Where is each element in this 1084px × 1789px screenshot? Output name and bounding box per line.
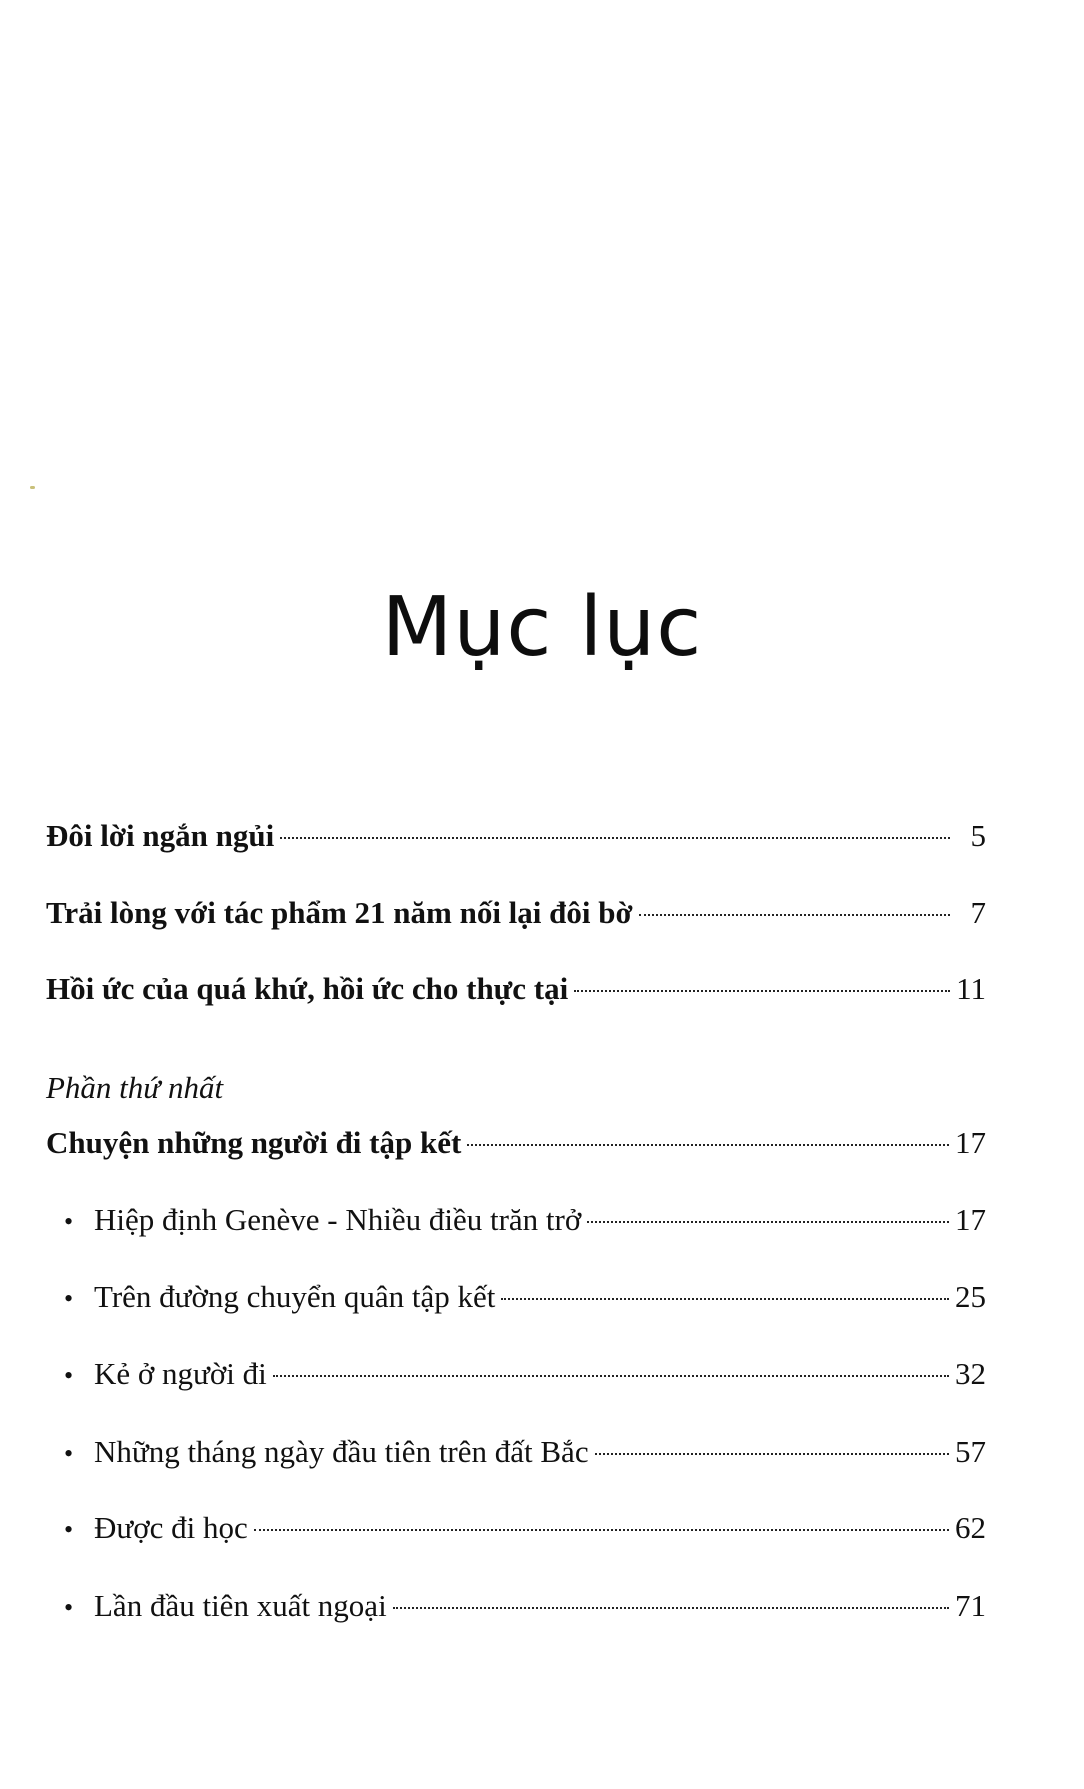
bullet-icon: •	[64, 1284, 74, 1313]
dot-leader	[467, 1144, 949, 1146]
dot-leader	[639, 914, 950, 916]
part-label: Phần thứ nhất	[46, 1070, 224, 1105]
toc-page-number: 17	[955, 1202, 986, 1237]
toc-section-6	[64, 1586, 986, 1628]
toc-page-number: 11	[956, 971, 986, 1006]
dot-leader	[595, 1453, 949, 1455]
toc-page-number: 7	[970, 895, 986, 930]
bullet-icon: •	[64, 1439, 74, 1468]
toc-page-number: 25	[955, 1279, 986, 1314]
toc-entry-part-title	[46, 1123, 986, 1163]
toc-section-5	[64, 1508, 986, 1550]
toc-entry-text: Những tháng ngày đầu tiên trên đất Bắc	[94, 1434, 589, 1469]
toc-entry-text: Hồi ức của quá khứ, hồi ức cho thực tại	[46, 971, 569, 1006]
bullet-icon: •	[64, 1593, 74, 1622]
dot-leader	[280, 837, 950, 839]
toc-entry-front-2	[46, 893, 986, 933]
bullet-icon: •	[64, 1515, 74, 1544]
toc-section-1	[64, 1200, 986, 1242]
toc-section-2	[64, 1277, 986, 1319]
dot-leader	[501, 1298, 949, 1300]
bullet-icon: •	[64, 1361, 74, 1390]
dot-leader	[254, 1529, 949, 1531]
toc-page-number: 71	[955, 1588, 986, 1623]
bullet-icon: •	[64, 1207, 74, 1236]
paper-speck	[30, 486, 35, 489]
dot-leader	[574, 990, 950, 992]
toc-entry-text: Chuyện những người đi tập kết	[46, 1125, 462, 1160]
toc-entry-text: Đôi lời ngắn ngủi	[46, 818, 275, 853]
toc-entry-text: Trải lòng với tác phẩm 21 năm nối lại đôi bờ	[46, 895, 633, 930]
toc-page-number: 17	[955, 1125, 986, 1160]
toc-entry-text: Được đi học	[94, 1510, 248, 1545]
dot-leader	[393, 1607, 949, 1609]
toc-entry-text: Lần đầu tiên xuất ngoại	[94, 1588, 387, 1623]
dot-leader	[273, 1375, 949, 1377]
toc-entry-text: Trên đường chuyển quân tập kết	[94, 1279, 496, 1314]
toc-page-number: 62	[955, 1510, 986, 1545]
toc-section-3	[64, 1354, 986, 1396]
toc-entry-front-1	[46, 816, 986, 856]
toc-page-number: 5	[970, 818, 986, 853]
page-title: Mục lục	[381, 579, 703, 675]
toc-page-number: 32	[955, 1356, 986, 1391]
toc-section-4	[64, 1432, 986, 1474]
toc-page-number: 57	[955, 1434, 986, 1469]
dot-leader	[587, 1221, 949, 1223]
toc-entry-front-3	[46, 969, 986, 1009]
toc-entry-text: Kẻ ở người đi	[94, 1356, 267, 1391]
toc-entry-text: Hiệp định Genève - Nhiều điều trăn trở	[94, 1202, 582, 1237]
